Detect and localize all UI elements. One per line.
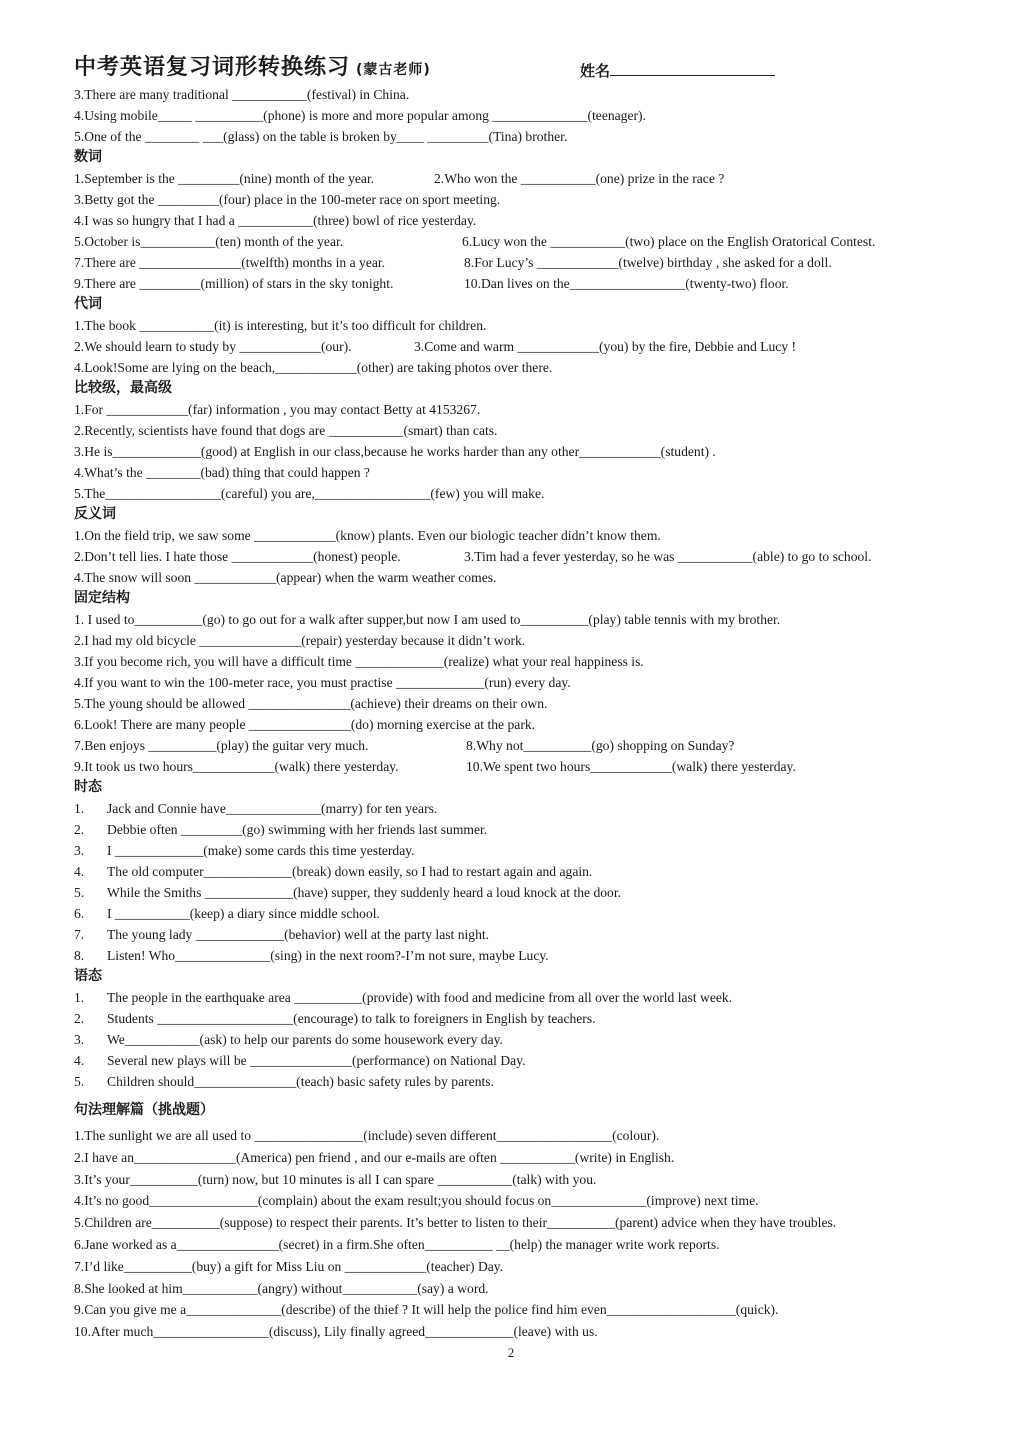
exercise-row <box>74 546 954 567</box>
exercise-content <box>74 84 954 1343</box>
exercise-row <box>74 819 954 840</box>
question-text: Several new plays will be _______________(performance) on National Day. <box>107 1053 526 1068</box>
question-text: 5.Children are__________(suppose) to respect their parents. It’s better to listen to their__________(parent) advice when they have troubles. <box>74 1215 837 1231</box>
exercise-row <box>74 1234 954 1256</box>
question-text: 9.There are _________(million) of stars in the sky tonight. <box>74 276 394 291</box>
exercise-row <box>74 441 954 462</box>
section-heading: 数词 <box>74 149 102 165</box>
exercise-row <box>74 357 954 378</box>
question-text: 8.She looked at him___________(angry) without___________(say) a word. <box>74 1280 489 1296</box>
question-text: 5.The_________________(careful) you are,_________________(few) you will make. <box>74 486 545 501</box>
exercise-row <box>74 462 954 483</box>
title-subtitle: (蒙古老师) <box>356 62 431 78</box>
question-text: 1. I used to__________(go) to go out for a walk after supper,but now I am used to__________(play) table tennis with my brother. <box>74 612 781 627</box>
question-text: 4.I was so hungry that I had a ___________(three) bowl of rice yesterday. <box>74 213 477 228</box>
question-text: 1.The book ___________(it) is interesting, but it’s too difficult for children. <box>74 318 487 333</box>
exercise-row <box>74 252 954 273</box>
exercise-row <box>74 105 954 126</box>
exercise-row <box>74 651 954 672</box>
page-number: 2 <box>507 1345 515 1360</box>
exercise-row <box>74 210 954 231</box>
exercise-row <box>74 1147 954 1169</box>
question-text: We___________(ask) to help our parents do some housework every day. <box>107 1032 503 1047</box>
section-heading: 时态 <box>74 779 102 795</box>
question-text: The people in the earthquake area __________(provide) with food and medicine from all over the world last week. <box>107 990 733 1005</box>
exercise-row <box>74 231 954 252</box>
question-text: 2.We should learn to study by ____________(our). <box>74 339 352 354</box>
question-text: While the Smiths _____________(have) supper, they suddenly heard a loud knock at the door. <box>107 885 622 900</box>
question-text: 4.If you want to win the 100-meter race, you must practise _____________(run) every day. <box>74 675 571 690</box>
question-number: 6. <box>74 906 85 921</box>
question-text: I _____________(make) some cards this time yesterday. <box>107 843 415 858</box>
question-text: 6.Lucy won the ___________(two) place on the English Oratorical Contest. <box>462 234 876 249</box>
exercise-row <box>74 399 954 420</box>
exercise-row <box>74 525 954 546</box>
question-number: 1. <box>74 990 85 1005</box>
question-number: 5. <box>74 1074 85 1089</box>
question-text: 4.It’s no good________________(complain) about the exam result;you should focus on______________(improve) next time. <box>74 1193 759 1209</box>
exercise-row <box>74 1071 954 1092</box>
question-text: 10.Dan lives on the_________________(twenty-two) floor. <box>464 276 789 291</box>
section-heading: 反义词 <box>74 506 116 522</box>
section-heading: 固定结构 <box>74 590 130 606</box>
section-heading: 句法理解篇（挑战题） <box>74 1102 214 1118</box>
question-text: 4.What’s the ________(bad) thing that could happen ? <box>74 465 370 480</box>
question-text: 9.Can you give me a______________(describe) of the thief ? It will help the police find him even___________________(quick). <box>74 1302 779 1318</box>
exercise-row <box>74 672 954 693</box>
exercise-row <box>74 1299 954 1321</box>
exercise-row <box>74 567 954 588</box>
exercise-row <box>74 315 954 336</box>
question-text: 3.There are many traditional ___________(festival) in China. <box>74 87 410 102</box>
exercise-row <box>74 924 954 945</box>
question-text: 5.One of the ________ ___(glass) on the table is broken by____ _________(Tina) brother. <box>74 129 568 144</box>
exercise-row <box>74 273 954 294</box>
question-text: 10.We spent two hours____________(walk) there yesterday. <box>466 759 796 774</box>
question-text: 2.Who won the ___________(one) prize in the race ? <box>434 171 725 186</box>
question-text: 3.Betty got the _________(four) place in the 100-meter race on sport meeting. <box>74 192 501 207</box>
question-text: 6.Jane worked as a_______________(secret) in a firm.She often__________ __(help) the manager write work reports. <box>74 1236 720 1252</box>
question-number: 2. <box>74 1011 85 1026</box>
question-text: Jack and Connie have______________(marry) for ten years. <box>107 801 438 816</box>
exercise-row <box>74 1278 954 1300</box>
question-text: Children should_______________(teach) basic safety rules by parents. <box>107 1074 494 1089</box>
question-text: 4.The snow will soon ____________(appear) when the warm weather comes. <box>74 570 497 585</box>
name-blank-line[interactable] <box>610 61 775 76</box>
exercise-row <box>74 168 954 189</box>
question-number: 7. <box>74 927 85 942</box>
exercise-row <box>74 714 954 735</box>
exercise-row <box>74 1190 954 1212</box>
exercise-row <box>74 735 954 756</box>
question-text: 7.There are _______________(twelfth) months in a year. <box>74 255 386 270</box>
question-text: 2.I had my old bicycle _______________(repair) yesterday because it didn’t work. <box>74 633 526 648</box>
name-label: 姓名 <box>580 62 611 80</box>
section-heading: 代词 <box>74 296 102 312</box>
page-title <box>74 50 431 81</box>
exercise-row <box>74 1212 954 1234</box>
exercise-row <box>74 1008 954 1029</box>
question-number: 2. <box>74 822 85 837</box>
question-text: Listen! Who______________(sing) in the next room?-I’m not sure, maybe Lucy. <box>107 948 549 963</box>
question-number: 4. <box>74 864 85 879</box>
question-text: 1.The sunlight we are all used to ________________(include) seven different_________________(colour). <box>74 1128 660 1143</box>
exercise-row <box>74 840 954 861</box>
question-text: 3.Come and warm ____________(you) by the fire, Debbie and Lucy ! <box>414 339 797 354</box>
exercise-row <box>74 420 954 441</box>
question-text: 5.October is___________(ten) month of the year. <box>74 234 344 249</box>
question-number: 4. <box>74 1053 85 1068</box>
question-text: 1.On the field trip, we saw some ____________(know) plants. Even our biologic teacher didn’t know them. <box>74 528 661 543</box>
exercise-row <box>74 1169 954 1191</box>
exercise-row <box>74 903 954 924</box>
exercise-row <box>74 987 954 1008</box>
question-text: 2.Recently, scientists have found that dogs are ___________(smart) than cats. <box>74 423 498 438</box>
question-number: 8. <box>74 948 85 963</box>
name-field[interactable] <box>580 60 775 81</box>
exercise-row <box>74 798 954 819</box>
exercise-row <box>74 189 954 210</box>
exercise-row <box>74 882 954 903</box>
question-text: 1.For ____________(far) information , you may contact Betty at 4153267. <box>74 402 481 417</box>
question-text: Students ____________________(encourage) to talk to foreigners in English by teachers. <box>107 1011 596 1026</box>
exercise-row <box>74 756 954 777</box>
question-text: 3.Tim had a fever yesterday, so he was ___________(able) to go to school. <box>464 549 872 564</box>
exercise-row <box>74 84 954 105</box>
exercise-row <box>74 1321 954 1343</box>
question-text: 5.The young should be allowed _______________(achieve) their dreams on their own. <box>74 696 548 711</box>
question-text: Debbie often _________(go) swimming with her friends last summer. <box>107 822 488 837</box>
question-number: 3. <box>74 1032 85 1047</box>
exercise-row <box>74 609 954 630</box>
question-text: 2.I have an_______________(America) pen friend , and our e-mails are often ___________(write) in English. <box>74 1149 675 1165</box>
question-text: 3.If you become rich, you will have a difficult time _____________(realize) what your real happiness is. <box>74 654 644 669</box>
question-text: 1.September is the _________(nine) month of the year. <box>74 171 375 186</box>
exercise-row <box>74 693 954 714</box>
question-text: 8.Why not__________(go) shopping on Sunday? <box>466 738 735 753</box>
exercise-row <box>74 336 954 357</box>
section-heading: 比较级，最高级 <box>74 380 172 396</box>
question-text: 4.Using mobile_____ __________(phone) is more and more popular among ______________(teenager). <box>74 108 646 123</box>
question-number: 1. <box>74 801 85 816</box>
question-number: 3. <box>74 843 85 858</box>
question-text: 10.After much_________________(discuss), Lily finally agreed_____________(leave) with us. <box>74 1324 598 1340</box>
question-text: 7.Ben enjoys __________(play) the guitar very much. <box>74 738 369 753</box>
question-text: 8.For Lucy’s ____________(twelve) birthday , she asked for a doll. <box>464 255 832 270</box>
title-text: 中考英语复习词形转换练习 <box>74 55 351 80</box>
exercise-row <box>74 1050 954 1071</box>
question-text: 3.He is_____________(good) at English in our class,because he works harder than any other____________(student) . <box>74 444 716 459</box>
exercise-row <box>74 1125 954 1147</box>
question-text: The old computer_____________(break) down easily, so I had to restart again and again. <box>107 864 593 879</box>
question-text: The young lady _____________(behavior) well at the party last night. <box>107 927 490 942</box>
exercise-row <box>74 483 954 504</box>
exercise-row <box>74 861 954 882</box>
question-number: 5. <box>74 885 85 900</box>
question-text: 7.I’d like__________(buy) a gift for Miss Liu on ____________(teacher) Day. <box>74 1258 504 1274</box>
exercise-row <box>74 1029 954 1050</box>
question-text: 6.Look! There are many people _______________(do) morning exercise at the park. <box>74 717 536 732</box>
question-text: 2.Don’t tell lies. I hate those ____________(honest) people. <box>74 549 401 564</box>
section-heading: 语态 <box>74 968 102 984</box>
exercise-row <box>74 1256 954 1278</box>
question-text: 9.It took us two hours____________(walk) there yesterday. <box>74 759 399 774</box>
exercise-row <box>74 630 954 651</box>
exercise-row <box>74 945 954 966</box>
question-text: I ___________(keep) a diary since middle school. <box>107 906 380 921</box>
exercise-row <box>74 126 954 147</box>
question-text: 3.It’s your__________(turn) now, but 10 minutes is all I can spare ___________(talk) with you. <box>74 1171 597 1187</box>
question-text: 4.Look!Some are lying on the beach,____________(other) are taking photos over there. <box>74 360 553 375</box>
